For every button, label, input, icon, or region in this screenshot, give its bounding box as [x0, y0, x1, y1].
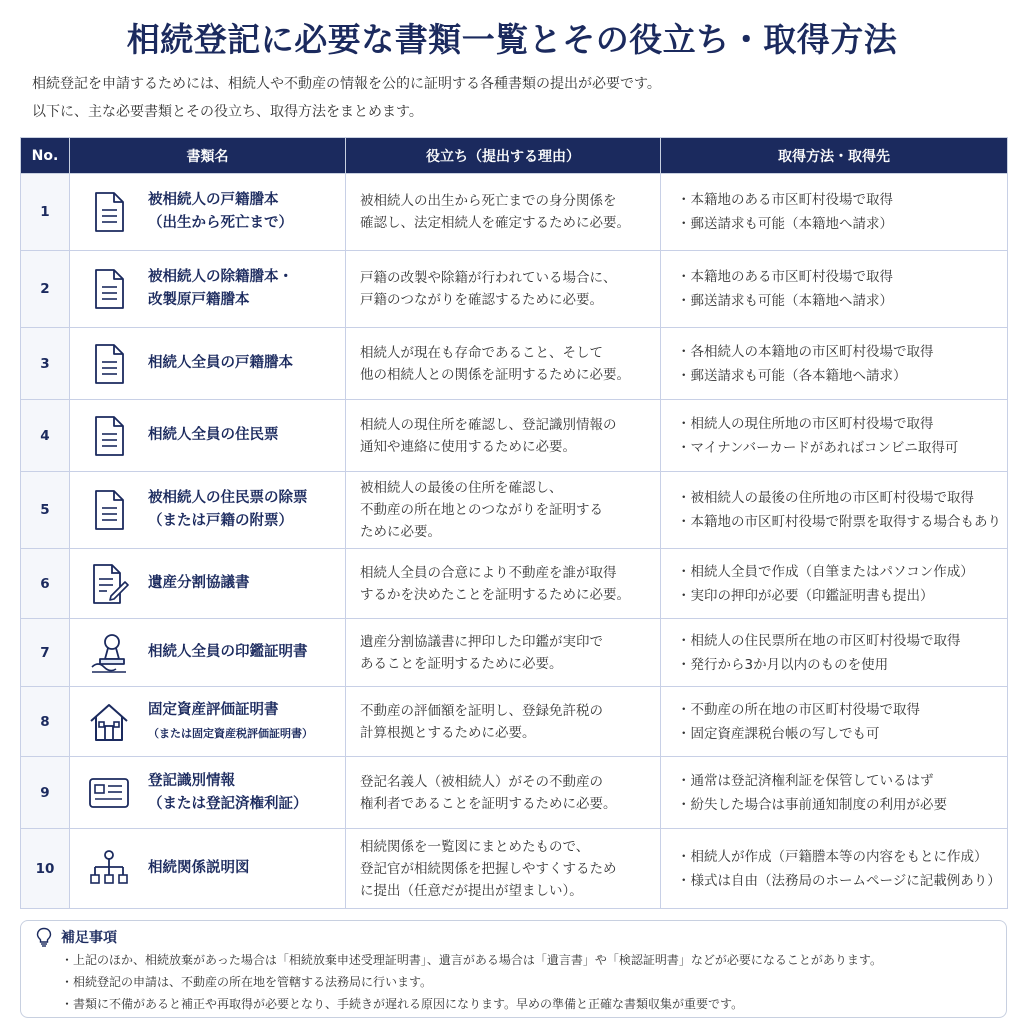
method-item: ・ 郵送請求も可能（本籍地へ請求） [677, 212, 1007, 236]
table-row [21, 549, 1008, 619]
document-name-cell [70, 400, 346, 472]
purpose-line: 通知や連絡に使用するために必要。 [360, 438, 576, 455]
method-list [677, 769, 1007, 817]
method-item: ・ 各相続人の本籍地の市区町村役場で取得 [677, 340, 1007, 364]
method-item: ・ 実印の押印が必要（印鑑証明書も提出） [677, 584, 1007, 608]
method-item: ・ 郵送請求も可能（本籍地へ請求） [677, 289, 1007, 313]
purpose-line: 相続人全員の合意により不動産を誰が取得 [360, 564, 617, 581]
header-method: 取得方法・取得先 [661, 138, 1008, 174]
family-tree-icon [88, 847, 130, 891]
document-title [148, 352, 293, 375]
document-title [148, 699, 313, 745]
document-title-line: 相続人全員の住民票 [148, 427, 279, 443]
row-number: 2 [21, 251, 70, 328]
document-title-line: 被相続人の除籍謄本・ [148, 269, 293, 285]
document-title-sub: （出生から死亡まで） [148, 215, 293, 231]
document-title-line: 固定資産評価証明書 [148, 701, 279, 718]
table-body [21, 174, 1008, 909]
purpose-line: 被相続人の出生から死亡までの身分関係を [360, 193, 617, 209]
method-item: ・ 本籍地の市区町村役場で附票を取得する場合もあり [677, 510, 1007, 534]
table-row [21, 472, 1008, 549]
document-name-cell [70, 687, 346, 757]
method-item: ・ 相続人の住民票所在地の市区町村役場で取得 [677, 629, 1007, 653]
purpose-line: 不動産の所在地とのつながりを証明する [360, 502, 603, 518]
method-list [677, 486, 1007, 534]
house-icon [88, 700, 130, 744]
purpose-line: 被相続人の最後の住所を確認し、 [360, 480, 563, 496]
document-title-line: 被相続人の住民票の除票 [148, 490, 308, 506]
purpose-line: 登記官が相続関係を把握しやすくするため [360, 860, 617, 877]
purpose-line: 戸籍の改製や除籍が行われている場合に、 [360, 270, 617, 286]
row-number: 6 [21, 549, 70, 619]
method-cell [661, 687, 1008, 757]
method-cell [661, 757, 1008, 829]
method-cell [661, 328, 1008, 400]
page-title: 相続登記に必要な書類一覧とその役立ち・取得方法 [126, 20, 898, 59]
document-name-cell [70, 549, 346, 619]
document-title-line: 被相続人の戸籍謄本 [148, 192, 279, 208]
purpose-line: 相続人が現在も存命であること、そして [360, 344, 603, 361]
table-row [21, 328, 1008, 400]
document-name [88, 266, 345, 312]
document-title-line: 相続関係説明図 [148, 860, 250, 876]
purpose-line: 他の相続人との関係を証明するために必要。 [360, 366, 630, 383]
document-icon [88, 267, 130, 311]
purpose-line: 登記名義人（被相続人）がその不動産の [360, 773, 603, 790]
method-item: ・ 被相続人の最後の住所地の市区町村役場で取得 [677, 486, 1007, 510]
purpose-line: ために必要。 [360, 524, 441, 540]
document-name [88, 770, 345, 816]
purpose-cell [346, 757, 661, 829]
document-name [88, 699, 345, 745]
document-icon [88, 190, 130, 234]
method-list [677, 845, 1007, 893]
document-name [88, 487, 345, 533]
purpose-line: 計算根拠とするために必要。 [360, 724, 536, 741]
lightbulb-icon [35, 927, 53, 947]
purpose-cell [346, 829, 661, 909]
document-name [88, 189, 345, 235]
method-list [677, 265, 1007, 313]
purpose-cell [346, 400, 661, 472]
method-cell [661, 829, 1008, 909]
note-header [35, 927, 992, 947]
document-title-line: 相続人全員の戸籍謄本 [148, 355, 293, 371]
note-item: ・ 相続登記の申請は、不動産の所在地を管轄する法務局に行います。 [61, 971, 992, 993]
document-title-sub: 改製原戸籍謄本 [148, 292, 250, 308]
purpose-cell [346, 619, 661, 687]
method-item: ・ 本籍地のある市区町村役場で取得 [677, 265, 1007, 289]
document-title [148, 770, 308, 816]
id-card-icon [88, 771, 130, 815]
document-name-cell [70, 251, 346, 328]
document-name [88, 562, 345, 606]
document-name-cell [70, 174, 346, 251]
row-number: 9 [21, 757, 70, 829]
document-title-line: 相続人全員の印鑑証明書 [148, 644, 308, 660]
purpose-line: 権利者であることを証明するために必要。 [360, 795, 617, 812]
note-item: ・ 上記のほか、相続放棄があった場合は「相続放棄申述受理証明書」、遺言がある場合は「遺言書」や「検認証明書」などが必要になることがあります。 [61, 949, 992, 971]
document-name [88, 847, 345, 891]
note-item: ・ 書類に不備があると補正や再取得が必要となり、手続きが遅れる原因になります。早めの準備と正確な書類収集が重要です。 [61, 993, 992, 1015]
document-pen-icon [88, 562, 130, 606]
method-list [677, 629, 1007, 677]
method-cell [661, 472, 1008, 549]
purpose-line: 相続人の現住所を確認し、登記識別情報の [360, 416, 617, 433]
purpose-line: 相続関係を一覧図にまとめたもので、 [360, 838, 590, 855]
method-cell [661, 400, 1008, 472]
purpose-line: するかを決めたことを証明するために必要。 [360, 586, 630, 603]
table-row [21, 174, 1008, 251]
document-title-line: 遺産分割協議書 [148, 575, 250, 591]
method-item: ・ 発行から3か月以内のものを使用 [677, 653, 1007, 677]
document-title-sub: （または登記済権利証） [148, 795, 308, 812]
method-item: ・ 相続人の現住所地の市区町村役場で取得 [677, 412, 1007, 436]
table-row [21, 400, 1008, 472]
method-list [677, 698, 1007, 746]
method-item: ・ 不動産の所在地の市区町村役場で取得 [677, 698, 1007, 722]
table-row [21, 757, 1008, 829]
document-title [148, 266, 293, 312]
header-no: No. [21, 138, 70, 174]
header-purpose: 役立ち（提出する理由） [346, 138, 661, 174]
method-item: ・ 紛失した場合は事前通知制度の利用が必要 [677, 793, 1007, 817]
method-item: ・ マイナンバーカードがあればコンビニ取得可 [677, 436, 1007, 460]
table-row [21, 619, 1008, 687]
document-name [88, 414, 345, 458]
row-number: 7 [21, 619, 70, 687]
documents-table [20, 137, 1008, 909]
method-list [677, 412, 1007, 460]
purpose-line: 確認し、法定相続人を確定するために必要。 [360, 215, 630, 231]
purpose-line: あることを証明するために必要。 [360, 655, 563, 672]
purpose-line: 戸籍のつながりを確認するために必要。 [360, 292, 603, 308]
method-item: ・ 通常は登記済権利証を保管しているはず [677, 769, 1007, 793]
document-title-line: 登記識別情報 [148, 772, 235, 789]
document-name [88, 631, 345, 675]
supplementary-notes [20, 920, 1007, 1018]
purpose-line: 遺産分割協議書に押印した印鑑が実印で [360, 633, 603, 650]
document-title [148, 641, 308, 664]
purpose-line: に提出（任意だが提出が望ましい）。 [360, 882, 583, 899]
purpose-cell [346, 251, 661, 328]
method-cell [661, 174, 1008, 251]
method-item: ・ 郵送請求も可能（各本籍地へ請求） [677, 364, 1007, 388]
method-item: ・ 固定資産課税台帳の写しでも可 [677, 722, 1007, 746]
table-row [21, 829, 1008, 909]
row-number: 1 [21, 174, 70, 251]
intro-text [32, 70, 661, 126]
method-list [677, 188, 1007, 236]
purpose-cell [346, 328, 661, 400]
intro-line-1: 相続登記を申請するためには、相続人や不動産の情報を公的に証明する各種書類の提出が必要です。 [32, 76, 661, 92]
purpose-line: 不動産の評価額を証明し、登録免許税の [360, 702, 603, 719]
document-title [148, 857, 250, 880]
seal-stamp-icon [88, 631, 130, 675]
purpose-cell [346, 687, 661, 757]
table-row [21, 251, 1008, 328]
method-item: ・ 様式は自由（法務局のホームページに記載例あり） [677, 869, 1007, 893]
document-name-cell [70, 328, 346, 400]
note-title: 補足事項 [61, 930, 117, 946]
document-title [148, 572, 250, 595]
document-icon [88, 488, 130, 532]
method-item: ・ 相続人全員で作成（自筆またはパソコン作成） [677, 560, 1007, 584]
table-row [21, 687, 1008, 757]
purpose-cell [346, 174, 661, 251]
row-number: 3 [21, 328, 70, 400]
table-header-row [21, 138, 1008, 174]
document-name-cell [70, 472, 346, 549]
document-title [148, 189, 293, 235]
document-title [148, 424, 279, 447]
method-list [677, 340, 1007, 388]
document-name-cell [70, 619, 346, 687]
method-item: ・ 本籍地のある市区町村役場で取得 [677, 188, 1007, 212]
method-item: ・ 相続人が作成（戸籍謄本等の内容をもとに作成） [677, 845, 1007, 869]
header-name: 書類名 [70, 138, 346, 174]
row-number: 5 [21, 472, 70, 549]
document-title-sub: （または固定資産税評価証明書） [148, 726, 313, 740]
row-number: 8 [21, 687, 70, 757]
intro-line-2: 以下に、主な必要書類とその役立ち、取得方法をまとめます。 [32, 104, 423, 120]
note-list [61, 949, 992, 1015]
document-name [88, 342, 345, 386]
row-number: 4 [21, 400, 70, 472]
document-icon [88, 342, 130, 386]
purpose-cell [346, 549, 661, 619]
method-list [677, 560, 1007, 608]
method-cell [661, 251, 1008, 328]
method-cell [661, 549, 1008, 619]
document-icon [88, 414, 130, 458]
method-cell [661, 619, 1008, 687]
document-name-cell [70, 829, 346, 909]
purpose-cell [346, 472, 661, 549]
document-name-cell [70, 757, 346, 829]
row-number: 10 [21, 829, 70, 909]
document-title-sub: （または戸籍の附票） [148, 513, 293, 529]
document-title [148, 487, 308, 533]
